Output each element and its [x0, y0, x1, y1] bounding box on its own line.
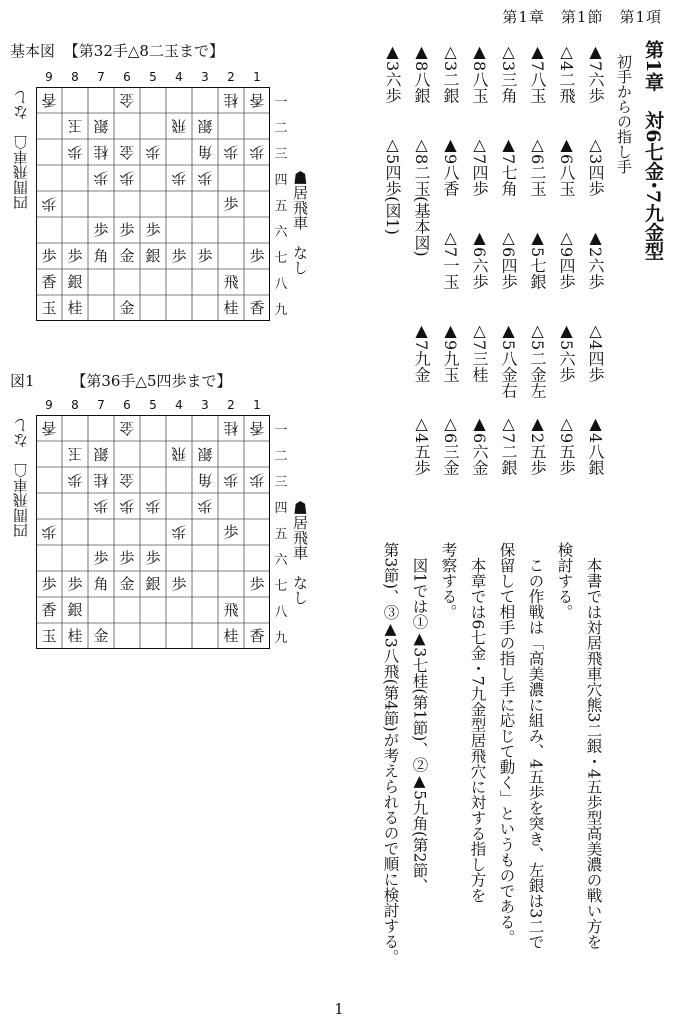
diagram1-gote-hand: なし: [12, 90, 30, 120]
gote-piece: 銀: [93, 445, 109, 464]
move-entry: ▲6六歩: [470, 228, 489, 290]
diagram2-gote-hand: なし: [12, 418, 30, 448]
gote-piece: 歩: [41, 195, 57, 214]
diagram1-column-numbers: 9 8 7 6 5 4 3 2 1: [45, 70, 261, 84]
move-entry: △7四歩: [470, 135, 489, 197]
gote-piece: 銀: [197, 117, 213, 136]
diagram1-label: 基本図: [10, 42, 56, 60]
sente-piece: 歩: [223, 522, 239, 541]
gote-piece: 香: [249, 419, 265, 438]
diagram2-title-row: [10, 370, 232, 391]
move-entry: ▲8八銀: [412, 42, 431, 104]
page-header: 第1章 第1節 第1項: [502, 8, 662, 26]
gote-piece: 飛: [171, 445, 187, 464]
row-number: 九: [274, 630, 288, 646]
move-entry: ▲5八金右: [499, 321, 518, 399]
sente-piece: 銀: [67, 600, 83, 619]
move-entry: ▲7六歩: [586, 42, 605, 104]
move-entry: ▲3六歩: [383, 42, 402, 104]
gote-piece: 飛: [171, 117, 187, 136]
gote-piece: 歩: [145, 497, 161, 516]
sente-piece: 歩: [171, 574, 187, 593]
page-number: 1: [334, 1000, 344, 1018]
move-entry: △4四歩: [586, 321, 605, 383]
sente-piece: 歩: [119, 220, 135, 239]
diagram1-gote-label: 四間飛車☖: [12, 135, 30, 210]
sente-piece: 歩: [119, 548, 135, 567]
move-entry: △7二銀: [499, 414, 518, 476]
gote-piece: 金: [119, 91, 135, 110]
gote-piece: 歩: [171, 169, 187, 188]
gote-piece: 桂: [93, 143, 109, 162]
move-entry: △6三金: [441, 414, 460, 476]
moves-heading: 初手からの指し手: [615, 54, 633, 174]
gote-piece: 香: [41, 419, 57, 438]
move-entry: ▲6八玉: [557, 135, 576, 197]
sente-piece: 香: [41, 600, 57, 619]
sente-piece: 歩: [249, 574, 265, 593]
sente-piece: 桂: [67, 626, 83, 645]
diagram1-sente-side: [292, 170, 307, 275]
row-number: 九: [274, 302, 288, 318]
diagram1-sente-label: ☗居飛車: [291, 170, 309, 230]
gote-piece: 金: [119, 143, 135, 162]
sente-piece: 金: [119, 298, 135, 317]
row-number: 四: [274, 172, 288, 188]
body-line-2: 検討する。: [555, 542, 574, 620]
gote-piece: 銀: [197, 445, 213, 464]
row-number: 五: [274, 526, 288, 542]
move-entry: △4五歩: [412, 414, 431, 476]
row-number: 六: [274, 224, 288, 240]
sente-piece: 歩: [145, 220, 161, 239]
move-entry: △4二飛: [557, 42, 576, 104]
gote-piece: 歩: [93, 497, 109, 516]
move-entry: △3四歩: [586, 135, 605, 197]
move-entry: ▲5六歩: [557, 321, 576, 383]
row-number: 七: [274, 250, 288, 266]
row-number: 四: [274, 500, 288, 516]
move-entry: △6二玉: [528, 135, 547, 197]
gote-piece: 香: [249, 91, 265, 110]
diagram1-gote-side: [10, 90, 31, 210]
move-entry: △3二銀: [441, 42, 460, 104]
move-entry: △3三角: [499, 42, 518, 104]
gote-piece: 歩: [223, 143, 239, 162]
diagram2-sente-hand: なし: [291, 575, 309, 605]
sente-piece: 香: [41, 272, 57, 291]
move-entry: △6四歩: [499, 228, 518, 290]
move-entry: ▲9八香: [441, 135, 460, 197]
gote-piece: 歩: [223, 471, 239, 490]
diagram1-sente-hand: なし: [291, 245, 309, 275]
gote-piece: 金: [119, 471, 135, 490]
row-number: 八: [274, 276, 288, 292]
sente-piece: 桂: [67, 298, 83, 317]
diagram1-title-row: [10, 40, 224, 61]
diagram2-column-numbers: 9 8 7 6 5 4 3 2 1: [45, 398, 261, 412]
sente-piece: 玉: [41, 298, 57, 317]
gote-piece: 歩: [93, 169, 109, 188]
body-line-4: 保留して相手の指し手に応じて動く」というものである。: [497, 542, 516, 945]
gote-piece: 銀: [93, 117, 109, 136]
sente-piece: 玉: [41, 626, 57, 645]
body-line-7: 図1では①▲3七桂(第1節)、②▲5九角(第2節、: [410, 542, 429, 894]
gote-piece: 歩: [197, 169, 213, 188]
diagram2-sente-side: [292, 500, 307, 605]
sente-piece: 歩: [223, 194, 239, 213]
row-number: 二: [274, 448, 288, 464]
gote-piece: 歩: [67, 471, 83, 490]
gote-piece: 歩: [171, 523, 187, 542]
gote-piece: 歩: [119, 169, 135, 188]
sente-piece: 歩: [93, 548, 109, 567]
row-number: 三: [274, 146, 288, 162]
gote-piece: 桂: [223, 419, 239, 438]
gote-piece: 歩: [67, 143, 83, 162]
sente-piece: 歩: [197, 246, 213, 265]
row-number: 三: [274, 474, 288, 490]
row-number: 一: [274, 94, 288, 110]
row-number: 二: [274, 120, 288, 136]
sente-piece: 飛: [223, 272, 239, 291]
sente-piece: 金: [93, 626, 109, 645]
gote-piece: 歩: [197, 497, 213, 516]
sente-piece: 飛: [223, 600, 239, 619]
row-number: 七: [274, 578, 288, 594]
diagram2-label: 図1: [10, 372, 35, 390]
move-entry: △7一玉: [441, 228, 460, 290]
row-number: 一: [274, 422, 288, 438]
sente-piece: 銀: [145, 574, 161, 593]
sente-piece: 香: [249, 298, 265, 317]
move-entry: △9五歩: [557, 414, 576, 476]
sente-piece: 歩: [67, 574, 83, 593]
diagram1-title: 【第32手△8二玉まで】: [63, 42, 224, 60]
body-line-1: 本書では対居飛車穴熊3二銀・4五歩型高美濃の戦い方を: [584, 542, 603, 950]
body-line-8: 第3節)、③▲3八飛(第4節)が考えられるので順に検討する。: [381, 542, 400, 965]
gote-piece: 桂: [93, 471, 109, 490]
diagram2-sente-label: ☗居飛車: [291, 500, 309, 560]
gote-piece: 角: [197, 471, 213, 490]
sente-piece: 歩: [41, 246, 57, 265]
sente-piece: 香: [249, 626, 265, 645]
gote-piece: 玉: [67, 445, 83, 464]
move-entry: △5二金左: [528, 321, 547, 399]
gote-piece: 桂: [223, 91, 239, 110]
body-line-3: この作戦は「高美濃に組み、4五歩を突き、左銀は3二で: [526, 542, 545, 950]
diagram2-gote-side: [10, 418, 31, 538]
sente-piece: 桂: [223, 626, 239, 645]
move-entry: △9四歩: [557, 228, 576, 290]
diagram1-board: [36, 87, 270, 321]
row-number: 八: [274, 604, 288, 620]
sente-piece: 歩: [93, 220, 109, 239]
move-entry: ▲4八銀: [586, 414, 605, 476]
sente-piece: 歩: [145, 548, 161, 567]
sente-piece: 歩: [171, 246, 187, 265]
sente-piece: 銀: [67, 272, 83, 291]
gote-piece: 金: [119, 419, 135, 438]
sente-piece: 歩: [249, 246, 265, 265]
row-number: 五: [274, 198, 288, 214]
move-entry: △5四歩(図1): [383, 135, 402, 235]
move-entry: ▲8八玉: [470, 42, 489, 104]
chapter-title: 第1章 対6七金･7九金型: [642, 40, 664, 261]
gote-piece: 香: [41, 91, 57, 110]
gote-piece: 玉: [67, 117, 83, 136]
sente-piece: 角: [93, 574, 109, 593]
diagram2-board: [36, 415, 270, 649]
move-entry: △7三桂: [470, 321, 489, 383]
move-entry: △8二玉(基本図): [412, 135, 431, 257]
gote-piece: 角: [197, 143, 213, 162]
sente-piece: 角: [93, 246, 109, 265]
diagram2-title: 【第36手△5四歩まで】: [71, 372, 232, 390]
move-entry: ▲7七角: [499, 135, 518, 197]
gote-piece: 歩: [41, 523, 57, 542]
sente-piece: 金: [119, 574, 135, 593]
body-line-5: 本章では6七金・7九金型居飛穴に対する指し方を: [468, 542, 487, 903]
move-entry: ▲2六歩: [586, 228, 605, 290]
gote-piece: 歩: [119, 497, 135, 516]
row-number: 六: [274, 552, 288, 568]
gote-piece: 歩: [249, 471, 265, 490]
move-entry: ▲2五歩: [528, 414, 547, 476]
move-entry: ▲7八玉: [528, 42, 547, 104]
move-entry: ▲7九金: [412, 321, 431, 383]
diagram2-gote-label: 四間飛車☖: [12, 463, 30, 538]
sente-piece: 金: [119, 246, 135, 265]
move-entry: ▲9九玉: [441, 321, 460, 383]
move-entry: ▲6六金: [470, 414, 489, 476]
gote-piece: 歩: [145, 143, 161, 162]
sente-piece: 桂: [223, 298, 239, 317]
body-line-6: 考察する。: [439, 542, 458, 620]
sente-piece: 歩: [67, 246, 83, 265]
gote-piece: 歩: [249, 143, 265, 162]
sente-piece: 歩: [41, 574, 57, 593]
move-entry: ▲5七銀: [528, 228, 547, 290]
sente-piece: 銀: [145, 246, 161, 265]
